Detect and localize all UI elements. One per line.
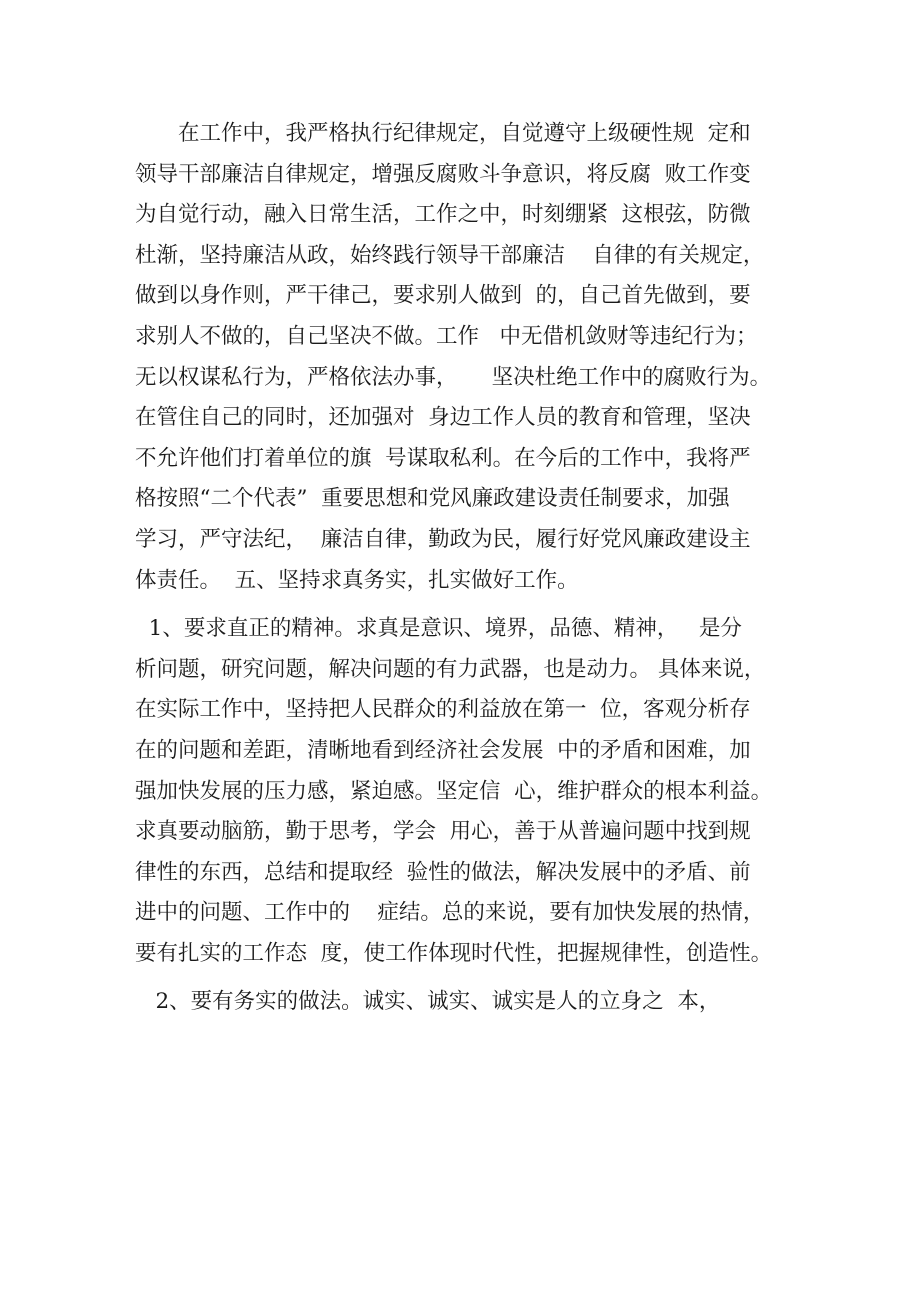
text-line: 析问题，研究问题，解决问题的有力武器，也是动力。 具体来说， (135, 656, 766, 682)
text-line: 无以权谋私行为，严格依法办事， 坚决杜绝工作中的腐败行为。 (135, 364, 772, 390)
text-line: 为自觉行动，融入日常生活，工作之中，时刻绷紧 这根弦，防微 (135, 202, 751, 228)
text-line: 在工作中，我严格执行纪律规定，自觉遵守上级硬性规 定和 (135, 121, 751, 146)
text-line: 在管住自己的同时，还加强对 身边工作人员的教育和管理，坚决 (135, 405, 751, 431)
document-body (135, 114, 815, 1023)
text-line: 格按照“二个代表” 重要思想和党风廉政建设责任制要求，加强 (135, 486, 730, 512)
text-line: 体责任。 五、坚持求真务实，扎实做好工作。 (135, 567, 579, 593)
text-line: 2、要有务实的做法。诚实、诚实、诚实是人的立身之 本， (135, 989, 721, 1015)
text-line: 学习，严守法纪， 廉洁自律，勤政为民，履行好党风廉政建设主 (135, 526, 751, 552)
text-line: 1、要求直正的精神。求真是意识、境界，品德、精神， 是分 (135, 616, 742, 642)
text-line: 要有扎实的工作态 度，使工作体现时代性，把握规律性，创造性。 (135, 940, 773, 966)
text-line: 进中的问题、工作中的 症结。总的来说，要有加快发展的热情， (135, 900, 765, 926)
text-line: 杜渐，坚持廉洁从政，始终践行领导干部廉洁 自律的有关规定， (135, 242, 765, 268)
text-line: 在实际工作中，坚持把人民群众的利益放在第一 位，客观分析存 (135, 697, 751, 723)
text-line: 领导干部廉洁自律规定，增强反腐败斗争意识，将反腐 败工作变 (135, 161, 751, 187)
text-line: 做到以身作则，严干律己，要求别人做到 的，自己首先做到，要 (135, 283, 751, 309)
paragraph-gap (135, 601, 815, 609)
paragraph-discipline (135, 114, 815, 601)
text-line: 求别人不做的，自己坚决不做。工作 中无借机敛财等违纪行为； (135, 323, 758, 349)
text-line: 律性的东西，总结和提取经 验性的做法，解决发展中的矛盾、前 (135, 859, 751, 885)
paragraph-seek-truth (135, 609, 815, 974)
text-line: 求真要动脑筋，勤于思考，学会 用心，善于从普遍问题中找到规 (135, 819, 751, 845)
text-line: 在的问题和差距，清晰地看到经济社会发展 中的矛盾和困难，加 (135, 737, 751, 763)
text-line: 强加快发展的压力感，紧迫感。坚定信 心，维护群众的根本利益。 (135, 778, 773, 804)
paragraph-pragmatic (135, 982, 815, 1023)
text-line: 不允许他们打着单位的旗 号谋取私利。在今后的工作中，我将严 (135, 445, 751, 471)
paragraph-gap (135, 974, 815, 982)
